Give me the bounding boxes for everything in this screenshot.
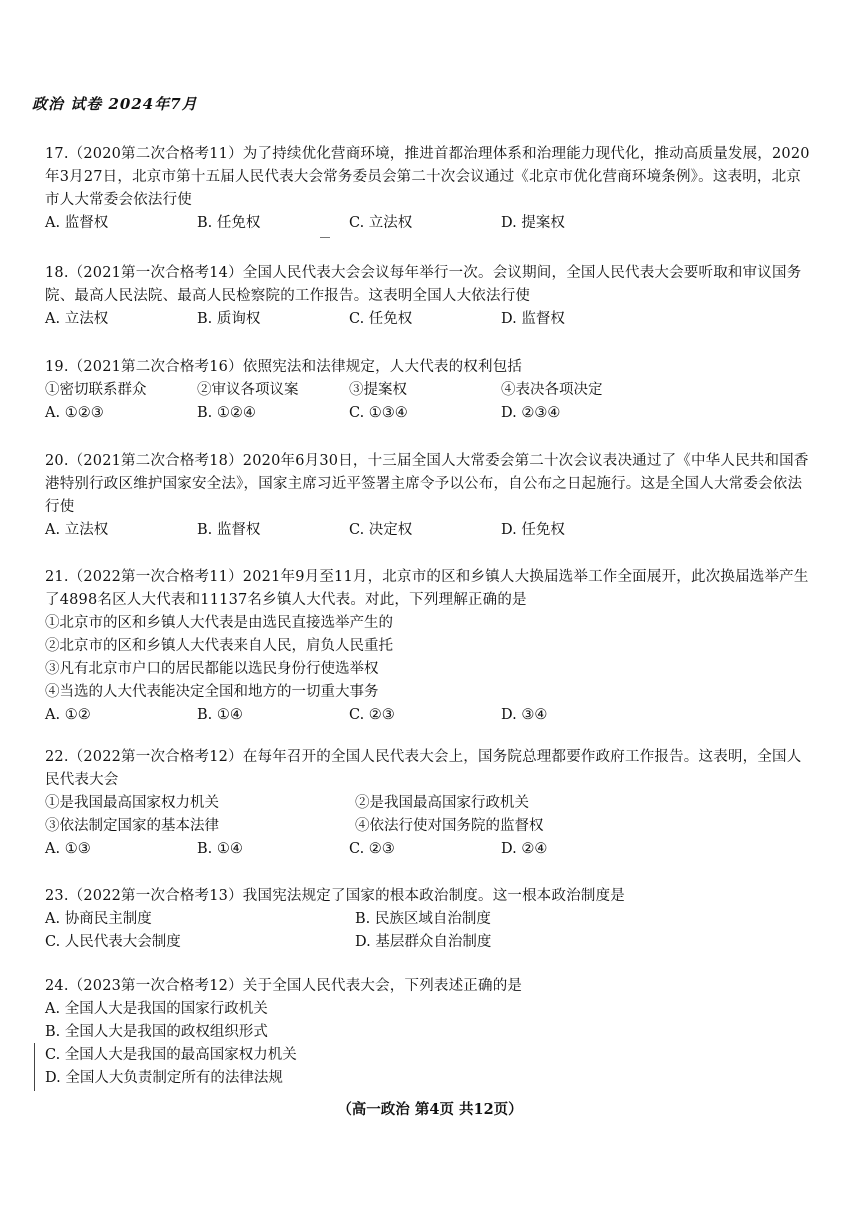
question-21-options: [45, 704, 815, 727]
option-a: A. ①③: [45, 841, 91, 857]
option-c: C. 全国人大是我国的最高国家权力机关: [45, 1047, 297, 1063]
question-23-options: [45, 908, 815, 954]
question-19-statements: [45, 379, 815, 402]
option-d: D. ③④: [501, 707, 548, 723]
option-d: D. 监督权: [501, 311, 565, 327]
question-23: [45, 885, 815, 954]
statement-4: ④当选的人大代表能决定全国和地方的一切重大事务: [45, 684, 379, 700]
statement-4: ④依法行使对国务院的监督权: [355, 818, 544, 834]
statement-1: ①是我国最高国家权力机关: [45, 795, 219, 811]
question-17-options: [45, 212, 815, 235]
question-22-stem: 22.（2022第一次合格考12）在每年召开的全国人民代表大会上，国务院总理都要作政府工作报告。这表明，全国人民代表大会: [45, 749, 802, 788]
option-b: B. 质询权: [197, 311, 261, 327]
statement-4: ④表决各项决定: [501, 382, 603, 398]
statement-1: ①北京市的区和乡镇人大代表是由选民直接选举产生的: [45, 615, 393, 631]
question-17-stem: 17.（2020第二次合格考11）为了持续优化营商环境，推进首都治理体系和治理能力现代化，推动高质量发展，2020年3月27日，北京市第十五届人民代表大会常务委员会第二十次会议通过《北京市优化营商环境条例》。这表明，北京市人大常委会依法行使: [45, 146, 810, 208]
option-b: B. 民族区域自治制度: [355, 911, 491, 927]
margin-rule: [34, 1043, 35, 1091]
question-19-stem: 19.（2021第二次合格考16）依照宪法和法律规定，人大代表的权利包括: [45, 359, 523, 375]
question-22-statements: [45, 792, 815, 838]
option-a: A. ①②③: [45, 405, 104, 421]
question-24: [45, 975, 815, 1090]
question-20-options: [45, 519, 815, 542]
option-d: D. 提案权: [501, 215, 565, 231]
question-17: [45, 143, 815, 235]
option-d: D. ②④: [501, 841, 548, 857]
option-c: C. ②③: [349, 707, 395, 723]
question-19-options: [45, 402, 815, 425]
statement-1: ①密切联系群众: [45, 382, 147, 398]
question-22-options: [45, 838, 815, 861]
option-d: D. ②③④: [501, 405, 561, 421]
option-b: B. 任免权: [197, 215, 261, 231]
question-18-options: [45, 308, 815, 331]
option-d: D. 基层群众自治制度: [355, 934, 492, 950]
option-b: B. 监督权: [197, 522, 261, 538]
option-b: B. 全国人大是我国的政权组织形式: [45, 1024, 268, 1040]
option-d: D. 任免权: [501, 522, 565, 538]
option-d: D. 全国人大负责制定所有的法律法规: [45, 1070, 283, 1086]
option-c: C. 决定权: [349, 522, 413, 538]
question-20: [45, 450, 815, 542]
option-c: C. ②③: [349, 841, 395, 857]
question-18-stem: 18.（2021第一次合格考14）全国人民代表大会会议每年举行一次。会议期间，全国人民代表大会要听取和审议国务院、最高人民法院、最高人民检察院的工作报告。这表明全国人大依法行使: [45, 265, 802, 304]
question-21-stem: 21.（2022第一次合格考11）2021年9月至11月，北京市的区和乡镇人大换届选举工作全面展开，此次换届选举产生了4898名区人大代表和11137名乡镇人大代表。对此，下列理解正确的是: [45, 569, 809, 608]
option-b: B. ①④: [197, 707, 243, 723]
statement-3: ③依法制定国家的基本法律: [45, 818, 219, 834]
scan-mark: [320, 237, 330, 238]
option-c: C. ①③④: [349, 405, 408, 421]
option-a: A. 全国人大是我国的国家行政机关: [45, 1001, 268, 1017]
statement-3: ③提案权: [349, 382, 407, 398]
statement-2: ②审议各项议案: [197, 382, 299, 398]
option-a: A. ①②: [45, 707, 91, 723]
statement-2: ②北京市的区和乡镇人大代表来自人民，肩负人民重托: [45, 638, 393, 654]
option-a: A. 协商民主制度: [45, 911, 152, 927]
statement-2: ②是我国最高国家行政机关: [355, 795, 529, 811]
question-20-stem: 20.（2021第二次合格考18）2020年6月30日，十三届全国人大常委会第二十次会议表决通过了《中华人民共和国香港特别行政区维护国家安全法》，国家主席习近平签署主席令予以公布，自公布之日起施行。这是全国人大常委会依法行使: [45, 453, 809, 515]
option-b: B. ①②④: [197, 405, 256, 421]
option-a: A. 监督权: [45, 215, 109, 231]
option-a: A. 立法权: [45, 311, 109, 327]
question-19: [45, 356, 815, 425]
option-b: B. ①④: [197, 841, 243, 857]
question-22: [45, 746, 815, 861]
page-footer: （高一政治 第4页 共12页）: [337, 1101, 523, 1118]
question-21: [45, 566, 815, 727]
option-c: C. 立法权: [349, 215, 413, 231]
option-a: A. 立法权: [45, 522, 109, 538]
page-header: 政治 试卷 2024年7月: [32, 95, 198, 113]
statement-3: ③凡有北京市户口的居民都能以选民身份行使选举权: [45, 661, 379, 677]
question-18: [45, 262, 815, 331]
option-c: C. 任免权: [349, 311, 413, 327]
question-24-stem: 24.（2023第一次合格考12）关于全国人民代表大会，下列表述正确的是: [45, 978, 523, 994]
question-23-stem: 23.（2022第一次合格考13）我国宪法规定了国家的根本政治制度。这一根本政治制度是: [45, 888, 626, 904]
option-c: C. 人民代表大会制度: [45, 934, 181, 950]
